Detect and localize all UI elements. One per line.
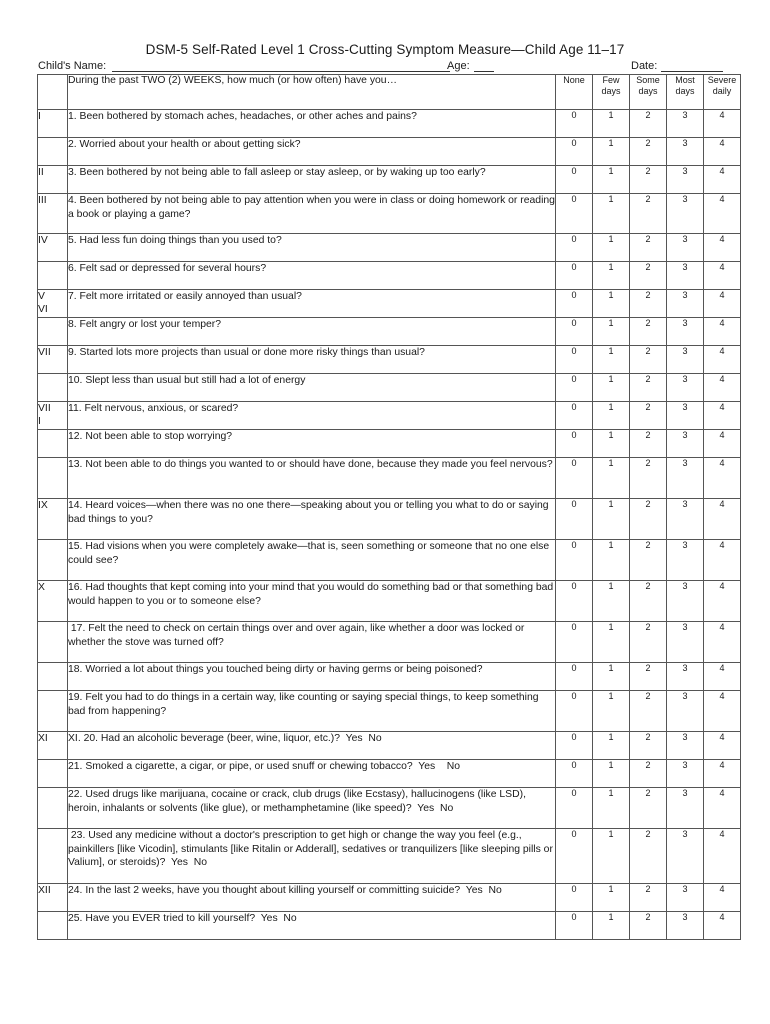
score-option-none[interactable]: 0 [556,691,593,732]
score-option-most-days[interactable]: 3 [667,622,704,663]
score-option-some-days[interactable]: 2 [630,430,667,458]
score-option-none[interactable]: 0 [556,262,593,290]
question-row [38,912,741,940]
score-option-most-days[interactable]: 3 [667,234,704,262]
score-option-most-days[interactable]: 3 [667,262,704,290]
score-option-severe-daily[interactable]: 4 [704,499,741,540]
question-row [38,430,741,458]
question-text: 15. Had visions when you were completely awake—that is, seen something or someone that no one else could see? [68,540,556,581]
score-option-none[interactable]: 0 [556,732,593,760]
score-option-some-days[interactable]: 2 [630,166,667,194]
score-option-few-days[interactable]: 1 [593,234,630,262]
domain-label: IX [38,499,68,540]
score-option-severe-daily[interactable]: 4 [704,458,741,499]
domain-label: XII [38,884,68,912]
score-option-most-days[interactable]: 3 [667,732,704,760]
score-option-severe-daily[interactable]: 4 [704,884,741,912]
score-option-few-days[interactable]: 1 [593,374,630,402]
score-option-few-days[interactable]: 1 [593,691,630,732]
date-label: Date: [631,60,658,72]
score-option-severe-daily[interactable]: 4 [704,346,741,374]
score-option-some-days[interactable]: 2 [630,110,667,138]
question-row [38,691,741,732]
question-row [38,374,741,402]
question-row [38,166,741,194]
score-option-some-days[interactable]: 2 [630,884,667,912]
score-option-none[interactable]: 0 [556,829,593,884]
domain-cell [38,691,68,732]
question-row [38,499,741,540]
question-text: 21. Smoked a cigarette, a cigar, or pipe, or used snuff or chewing tobacco? Yes No [68,760,556,788]
question-row [38,262,741,290]
score-option-severe-daily[interactable]: 4 [704,138,741,166]
score-option-some-days[interactable]: 2 [630,691,667,732]
score-option-most-days[interactable]: 3 [667,829,704,884]
score-option-few-days[interactable]: 1 [593,138,630,166]
score-option-none[interactable]: 0 [556,540,593,581]
domain-cell [38,138,68,166]
score-option-most-days[interactable]: 3 [667,318,704,346]
score-option-some-days[interactable]: 2 [630,458,667,499]
domain-header-cell [38,75,68,110]
question-text: XI. 20. Had an alcoholic beverage (beer, wine, liquor, etc.)? Yes No [68,732,556,760]
domain-cell [38,540,68,581]
score-option-most-days[interactable]: 3 [667,912,704,940]
age-field[interactable] [474,60,494,72]
question-text: 7. Felt more irritated or easily annoyed than usual? [68,290,556,318]
score-option-some-days[interactable]: 2 [630,499,667,540]
domain-label: IV [38,234,68,262]
score-option-severe-daily[interactable]: 4 [704,402,741,430]
score-option-few-days[interactable]: 1 [593,430,630,458]
score-option-severe-daily[interactable]: 4 [704,194,741,234]
question-row [38,346,741,374]
score-option-some-days[interactable]: 2 [630,829,667,884]
domain-cell [38,430,68,458]
score-option-few-days[interactable]: 1 [593,458,630,499]
score-option-none[interactable]: 0 [556,346,593,374]
option-header-most-days: Most days [667,75,704,110]
score-option-severe-daily[interactable]: 4 [704,760,741,788]
score-option-few-days[interactable]: 1 [593,732,630,760]
score-option-none[interactable]: 0 [556,622,593,663]
domain-label: VII [38,346,68,374]
question-text: 10. Slept less than usual but still had a lot of energy [68,374,556,402]
question-row [38,884,741,912]
question-row [38,110,741,138]
score-option-some-days[interactable]: 2 [630,346,667,374]
date-field[interactable] [661,60,723,72]
question-text: 14. Heard voices—when there was no one there—speaking about you or telling you what to do or saying bad things to you? [68,499,556,540]
score-option-severe-daily[interactable]: 4 [704,234,741,262]
score-option-most-days[interactable]: 3 [667,663,704,691]
domain-label: X [38,581,68,622]
question-row [38,318,741,346]
score-option-most-days[interactable]: 3 [667,884,704,912]
question-row [38,540,741,581]
question-text: 24. In the last 2 weeks, have you thought about killing yourself or committing suicide? Yes No [68,884,556,912]
question-header: During the past TWO (2) WEEKS, how much (or how often) have you… [68,75,556,110]
question-row [38,788,741,829]
score-option-none[interactable]: 0 [556,760,593,788]
score-option-none[interactable]: 0 [556,402,593,430]
question-row [38,732,741,760]
score-option-most-days[interactable]: 3 [667,540,704,581]
domain-cell [38,458,68,499]
score-option-none[interactable]: 0 [556,166,593,194]
option-header-severe-daily: Severe daily [704,75,741,110]
score-option-none[interactable]: 0 [556,581,593,622]
score-option-severe-daily[interactable]: 4 [704,788,741,829]
question-text: 5. Had less fun doing things than you used to? [68,234,556,262]
score-option-some-days[interactable]: 2 [630,318,667,346]
score-option-some-days[interactable]: 2 [630,760,667,788]
score-option-most-days[interactable]: 3 [667,346,704,374]
score-option-some-days[interactable]: 2 [630,912,667,940]
domain-cell [38,318,68,346]
score-option-most-days[interactable]: 3 [667,430,704,458]
option-header-some-days: Some days [630,75,667,110]
score-option-some-days[interactable]: 2 [630,540,667,581]
domain-cell [38,262,68,290]
score-option-few-days[interactable]: 1 [593,318,630,346]
score-option-some-days[interactable]: 2 [630,788,667,829]
score-option-some-days[interactable]: 2 [630,663,667,691]
score-option-none[interactable]: 0 [556,110,593,138]
question-text: 18. Worried a lot about things you touched being dirty or having germs or being poisoned? [68,663,556,691]
score-option-most-days[interactable]: 3 [667,374,704,402]
score-option-severe-daily[interactable]: 4 [704,262,741,290]
score-option-none[interactable]: 0 [556,912,593,940]
question-text: 3. Been bothered by not being able to fall asleep or stay asleep, or by waking up too early? [68,166,556,194]
domain-cell [38,788,68,829]
score-option-most-days[interactable]: 3 [667,691,704,732]
score-option-severe-daily[interactable]: 4 [704,663,741,691]
score-option-most-days[interactable]: 3 [667,458,704,499]
score-option-most-days[interactable]: 3 [667,402,704,430]
domain-label: V VI [38,290,68,318]
score-option-few-days[interactable]: 1 [593,760,630,788]
score-option-none[interactable]: 0 [556,788,593,829]
question-row [38,194,741,234]
domain-cell [38,622,68,663]
score-option-few-days[interactable]: 1 [593,166,630,194]
score-option-most-days[interactable]: 3 [667,110,704,138]
question-text: 11. Felt nervous, anxious, or scared? [68,402,556,430]
score-option-some-days[interactable]: 2 [630,290,667,318]
question-row [38,663,741,691]
question-text: 12. Not been able to stop worrying? [68,430,556,458]
domain-cell [38,374,68,402]
score-option-few-days[interactable]: 1 [593,912,630,940]
score-option-severe-daily[interactable]: 4 [704,110,741,138]
domain-label: III [38,194,68,234]
question-row [38,138,741,166]
score-option-severe-daily[interactable]: 4 [704,691,741,732]
symptom-table [37,74,741,940]
score-option-severe-daily[interactable]: 4 [704,912,741,940]
question-text: 22. Used drugs like marijuana, cocaine or crack, club drugs (like Ecstasy), hallucinogens (like LSD), heroin, inhalants or solvents (like glue), or methamphetamine (like speed)? Yes No [68,788,556,829]
score-option-most-days[interactable]: 3 [667,499,704,540]
score-option-severe-daily[interactable]: 4 [704,430,741,458]
score-option-some-days[interactable]: 2 [630,402,667,430]
domain-label: XI [38,732,68,760]
score-option-some-days[interactable]: 2 [630,732,667,760]
score-option-some-days[interactable]: 2 [630,581,667,622]
domain-cell [38,912,68,940]
score-option-severe-daily[interactable]: 4 [704,318,741,346]
score-option-none[interactable]: 0 [556,458,593,499]
question-row [38,581,741,622]
question-text: 1. Been bothered by stomach aches, headaches, or other aches and pains? [68,110,556,138]
score-option-most-days[interactable]: 3 [667,788,704,829]
question-text: 6. Felt sad or depressed for several hours? [68,262,556,290]
page-title: DSM-5 Self-Rated Level 1 Cross-Cutting Symptom Measure—Child Age 11–17 [145,42,625,57]
domain-cell [38,663,68,691]
score-option-few-days[interactable]: 1 [593,194,630,234]
domain-label: VII I [38,402,68,430]
question-row [38,234,741,262]
question-row [38,829,741,884]
score-option-severe-daily[interactable]: 4 [704,732,741,760]
question-row [38,760,741,788]
question-row [38,290,741,318]
score-option-few-days[interactable]: 1 [593,788,630,829]
score-option-none[interactable]: 0 [556,430,593,458]
score-option-none[interactable]: 0 [556,234,593,262]
question-row [38,402,741,430]
score-option-some-days[interactable]: 2 [630,262,667,290]
question-text: 2. Worried about your health or about getting sick? [68,138,556,166]
score-option-none[interactable]: 0 [556,290,593,318]
option-header-few-days: Few days [593,75,630,110]
score-option-severe-daily[interactable]: 4 [704,166,741,194]
score-option-none[interactable]: 0 [556,374,593,402]
score-option-few-days[interactable]: 1 [593,829,630,884]
question-text: 8. Felt angry or lost your temper? [68,318,556,346]
score-option-few-days[interactable]: 1 [593,346,630,374]
score-option-most-days[interactable]: 3 [667,166,704,194]
score-option-few-days[interactable]: 1 [593,290,630,318]
score-option-few-days[interactable]: 1 [593,402,630,430]
score-option-none[interactable]: 0 [556,499,593,540]
score-option-few-days[interactable]: 1 [593,540,630,581]
score-option-none[interactable]: 0 [556,884,593,912]
child-name-label: Child's Name: [38,60,107,72]
question-row [38,458,741,499]
score-option-severe-daily[interactable]: 4 [704,374,741,402]
score-option-few-days[interactable]: 1 [593,884,630,912]
score-option-severe-daily[interactable]: 4 [704,540,741,581]
score-option-none[interactable]: 0 [556,138,593,166]
score-option-none[interactable]: 0 [556,194,593,234]
score-option-severe-daily[interactable]: 4 [704,622,741,663]
score-option-few-days[interactable]: 1 [593,262,630,290]
score-option-some-days[interactable]: 2 [630,138,667,166]
age-label: Age: [447,60,470,72]
domain-cell [38,760,68,788]
score-option-none[interactable]: 0 [556,318,593,346]
score-option-severe-daily[interactable]: 4 [704,290,741,318]
score-option-most-days[interactable]: 3 [667,290,704,318]
score-option-most-days[interactable]: 3 [667,194,704,234]
domain-cell [38,829,68,884]
score-option-some-days[interactable]: 2 [630,374,667,402]
score-option-some-days[interactable]: 2 [630,622,667,663]
header-row [38,75,741,110]
score-option-few-days[interactable]: 1 [593,110,630,138]
question-text: 4. Been bothered by not being able to pay attention when you were in class or doing homework or reading a book or playing a game? [68,194,556,234]
score-option-severe-daily[interactable]: 4 [704,581,741,622]
option-header-none: None [556,75,593,110]
score-option-few-days[interactable]: 1 [593,663,630,691]
child-name-field[interactable] [112,60,450,72]
question-text: 25. Have you EVER tried to kill yourself? Yes No [68,912,556,940]
score-option-some-days[interactable]: 2 [630,234,667,262]
score-option-few-days[interactable]: 1 [593,499,630,540]
question-text: 23. Used any medicine without a doctor's prescription to get high or change the way you feel (e.g., painkillers [like Vicodin], stimulants [like Ritalin or Adderall], sedatives or tranquilizers [like sleeping pills or Valium], or steroids)? Yes No [68,829,556,884]
domain-label: I [38,110,68,138]
score-option-none[interactable]: 0 [556,663,593,691]
score-option-few-days[interactable]: 1 [593,622,630,663]
score-option-most-days[interactable]: 3 [667,138,704,166]
domain-label: II [38,166,68,194]
question-text: 19. Felt you had to do things in a certain way, like counting or saying special things, to keep something bad from happening? [68,691,556,732]
score-option-most-days[interactable]: 3 [667,760,704,788]
question-text: 16. Had thoughts that kept coming into your mind that you would do something bad or that something bad would happen to you or to someone else? [68,581,556,622]
score-option-few-days[interactable]: 1 [593,581,630,622]
score-option-some-days[interactable]: 2 [630,194,667,234]
question-text: 9. Started lots more projects than usual or done more risky things than usual? [68,346,556,374]
question-text: 17. Felt the need to check on certain things over and over again, like whether a door was locked or whether the stove was turned off? [68,622,556,663]
question-text: 13. Not been able to do things you wanted to or should have done, because they made you feel nervous? [68,458,556,499]
question-row [38,622,741,663]
score-option-severe-daily[interactable]: 4 [704,829,741,884]
score-option-most-days[interactable]: 3 [667,581,704,622]
